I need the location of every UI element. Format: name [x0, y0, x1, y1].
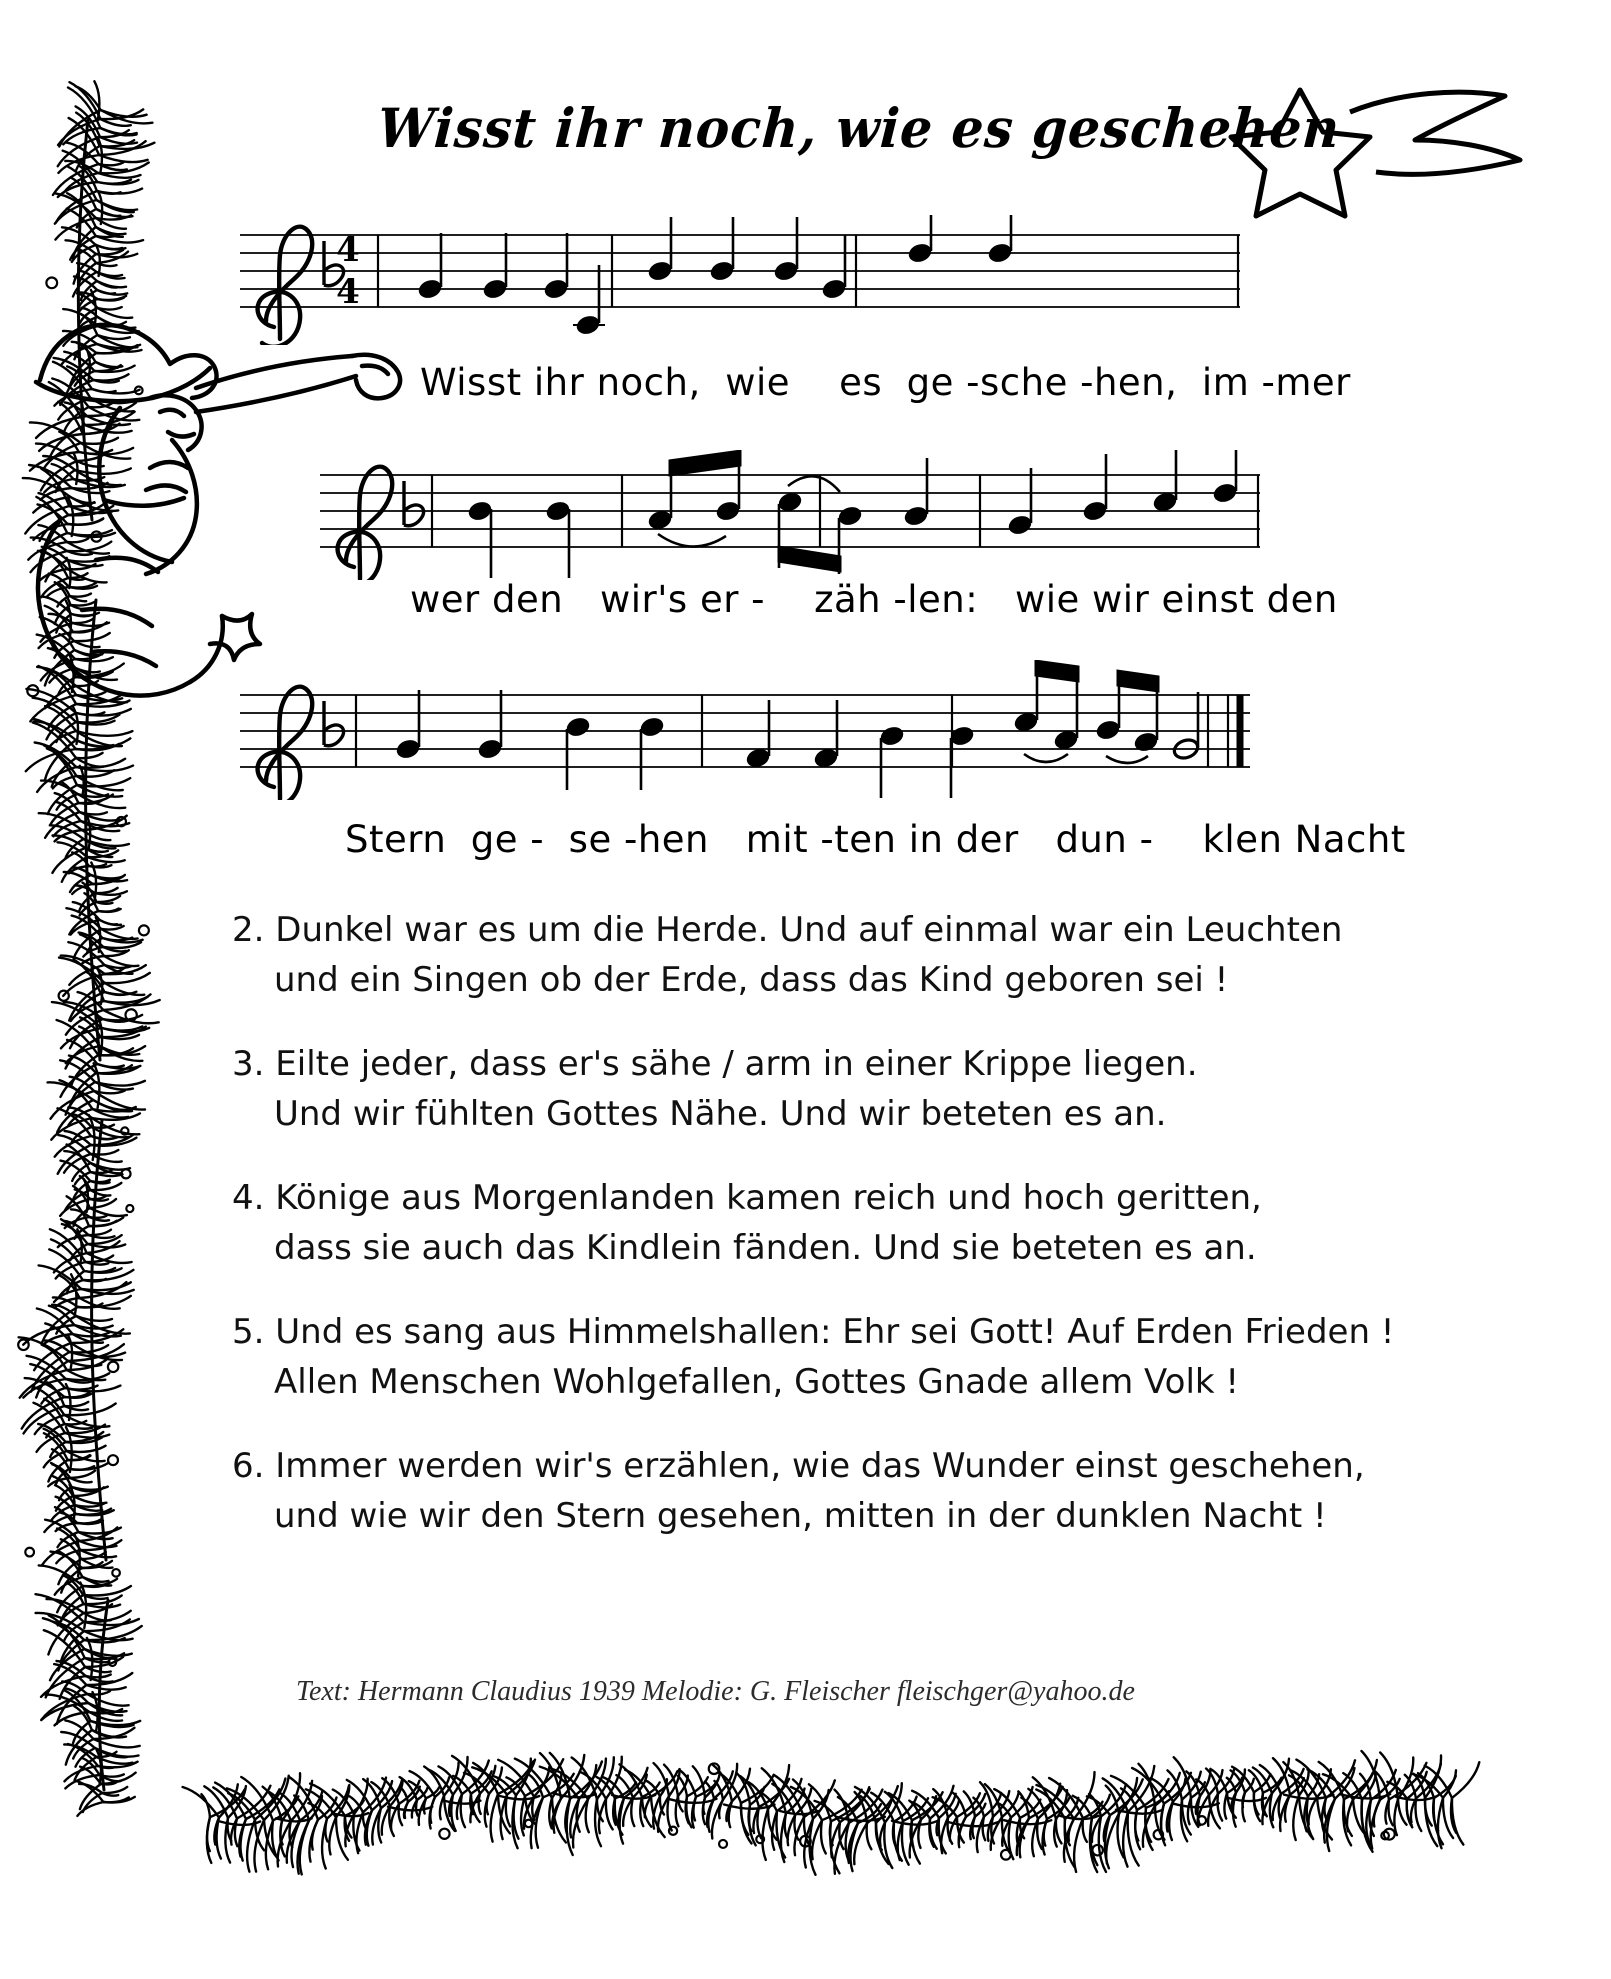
verse-number: 5. [232, 1312, 265, 1352]
verse-text: und wie wir den Stern gesehen, mitten in der dunklen Nacht ! [274, 1496, 1327, 1536]
staff-3 [240, 660, 1250, 800]
verse-number: 4. [232, 1178, 265, 1218]
page-title: Wisst ihr noch, wie es geschehen [375, 96, 1342, 160]
verse-3 [232, 1039, 1302, 1139]
note-half [1172, 692, 1200, 761]
note [417, 233, 443, 300]
verse-text: Und es sang aus Himmelshallen: Ehr sei Gott! Auf Erden Frieden ! [275, 1312, 1395, 1352]
credits-line: Text: Hermann Claudius 1939 Melodie: G. Fleischer fleischger@yahoo.de [296, 1676, 1135, 1707]
treble-clef-icon [258, 687, 313, 800]
music-system-1 [240, 215, 1240, 345]
verse-2 [232, 905, 1343, 1005]
verse-text: Immer werden wir's erzählen, wie das Wunder einst geschehen, [275, 1446, 1365, 1486]
note [467, 500, 493, 578]
note [987, 215, 1013, 264]
staff-2 [320, 450, 1260, 580]
svg-text:4: 4 [336, 230, 360, 270]
treble-clef-icon [338, 467, 393, 580]
note [477, 690, 503, 760]
verse-6 [232, 1441, 1365, 1541]
fir-branch-border-icon [78, 120, 108, 1790]
verse-text: dass sie auch das Kindlein fänden. Und sie beteten es an. [274, 1228, 1257, 1268]
note [545, 500, 571, 578]
lyrics-line-3: Stern ge - se -hen mit -ten in der dun - klen Nacht [345, 818, 1406, 861]
verse-text: Könige aus Morgenlanden kamen reich und hoch geritten, [275, 1178, 1262, 1218]
verse-number: 2. [232, 910, 265, 950]
svg-text:4: 4 [336, 272, 360, 312]
note [1082, 454, 1108, 522]
note [1007, 468, 1033, 536]
treble-clef-icon [258, 227, 313, 345]
note [813, 700, 839, 769]
verse-5 [232, 1307, 1395, 1407]
note [773, 217, 799, 282]
verse-text: Dunkel war es um die Herde. Und auf einmal war ein Leuchten [275, 910, 1343, 950]
verse-number: 6. [232, 1446, 265, 1486]
note [543, 233, 569, 300]
key-signature-flat [324, 701, 344, 746]
note [573, 265, 605, 336]
music-system-2 [320, 450, 1260, 580]
note [395, 690, 421, 760]
verse-text: Allen Menschen Wohlgefallen, Gottes Gnade allem Volk ! [274, 1362, 1240, 1402]
note [1152, 450, 1178, 513]
note [639, 716, 665, 790]
lyrics-line-2: wer den wir's er - zäh -len: wie wir einst den [410, 578, 1338, 621]
note [907, 215, 933, 264]
key-signature-flat [404, 481, 424, 526]
staff-1 [240, 215, 1240, 345]
note [482, 233, 508, 300]
verse-text: und ein Singen ob der Erde, dass das Kind geboren sei ! [274, 960, 1229, 1000]
verses-block [232, 905, 1395, 1575]
lyrics-line-1: Wisst ihr noch, wie es ge -sche -hen, im -mer [420, 361, 1351, 404]
verse-text: Eilte jeder, dass er's sähe / arm in einer Krippe liegen. [275, 1044, 1198, 1084]
verse-number: 3. [232, 1044, 265, 1084]
verse-text: Und wir fühlten Gottes Nähe. Und wir beteten es an. [274, 1094, 1167, 1134]
note [879, 725, 905, 798]
note [647, 217, 673, 282]
note [1212, 450, 1238, 504]
verse-4 [232, 1173, 1302, 1273]
music-system-3 [240, 660, 1250, 800]
note [709, 217, 735, 282]
note [821, 235, 847, 300]
note [745, 700, 771, 769]
note [565, 716, 591, 790]
